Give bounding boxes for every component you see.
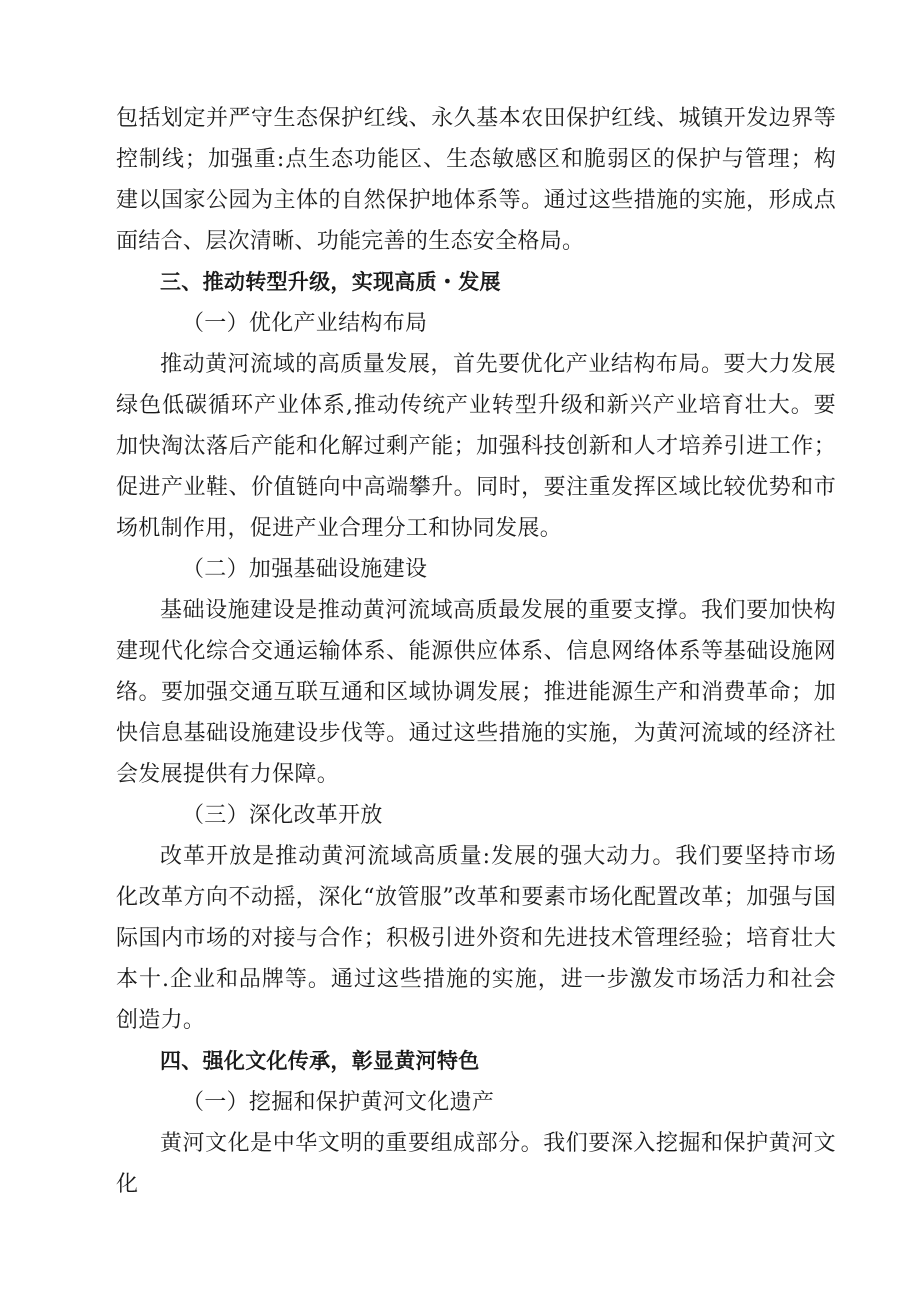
document-body xyxy=(116,98,836,1205)
intro-paragraph: 包括划定并严守生态保护红线、永久基本农田保护红线、城镇开发边界等控制线；加强重:点生态功能区、生态敏感区和脆弱区的保护与管理；构建以国家公园为主体的自然保护地体系等。通过这些措施的实施，形成点面结合、层次清晰、功能完善的生态安全格局。 xyxy=(116,106,836,254)
section-3-1-body: 推动黄河流域的高质量发展，首先要优化产业结构布局。要大力发展绿色低碳循环产业体系,推动传统产业转型升级和新兴产业培育壮大。要加快淘汰落后产能和化解过剩产能；加强科技创新和人才培养引进工作；促进产业鞋、价值链向中高端攀升。同时，要注重发挥区域比较优势和市场机制作用，促进产业合理分工和协同发展。 xyxy=(116,352,836,541)
section-3-1-title: （一）优化产业结构布局 xyxy=(182,311,428,336)
section-4-1-title: （一）挖掘和保护黄河文化遗产 xyxy=(182,1090,495,1115)
section-3-heading: 三、推动转型升级，实现高质・发展 xyxy=(160,270,501,294)
section-3-2-body: 基础设施建设是推动黄河流域高质最发展的重要支撑。我们要加快构建现代化综合交通运输体系、能源供应体系、信息网络体系等基础设施网络。要加强交通互联互通和区域协调发展；推进能源生产和消费革命；加快信息基础设施建设步伐等。通过这些措施的实施，为黄河流域的经济社会发展提供有力保障。 xyxy=(116,598,836,787)
section-4-1-body: 黄河文化是中华文明的重要组成部分。我们要深入挖掘和保护黄河文化 xyxy=(116,1131,836,1197)
section-3-3-title: （三）深化改革开放 xyxy=(182,803,383,828)
section-3-2-title: （二）加强基础设施建设 xyxy=(182,557,428,582)
section-4-heading: 四、强化文化传承，彰显黄河特色 xyxy=(160,1049,480,1073)
section-3-3-body: 改革开放是推动黄河流域高质量:发展的强大动力。我们要坚持市场化改革方向不动摇，深化“放管服”改革和要素市场化配置改革；加强与国际国内市场的对接与合作；积极引进外资和先进技术管理经验；培育壮大本十.企业和品牌等。通过这些措施的实施，进一步激发市场活力和社会创造力。 xyxy=(116,844,836,1033)
